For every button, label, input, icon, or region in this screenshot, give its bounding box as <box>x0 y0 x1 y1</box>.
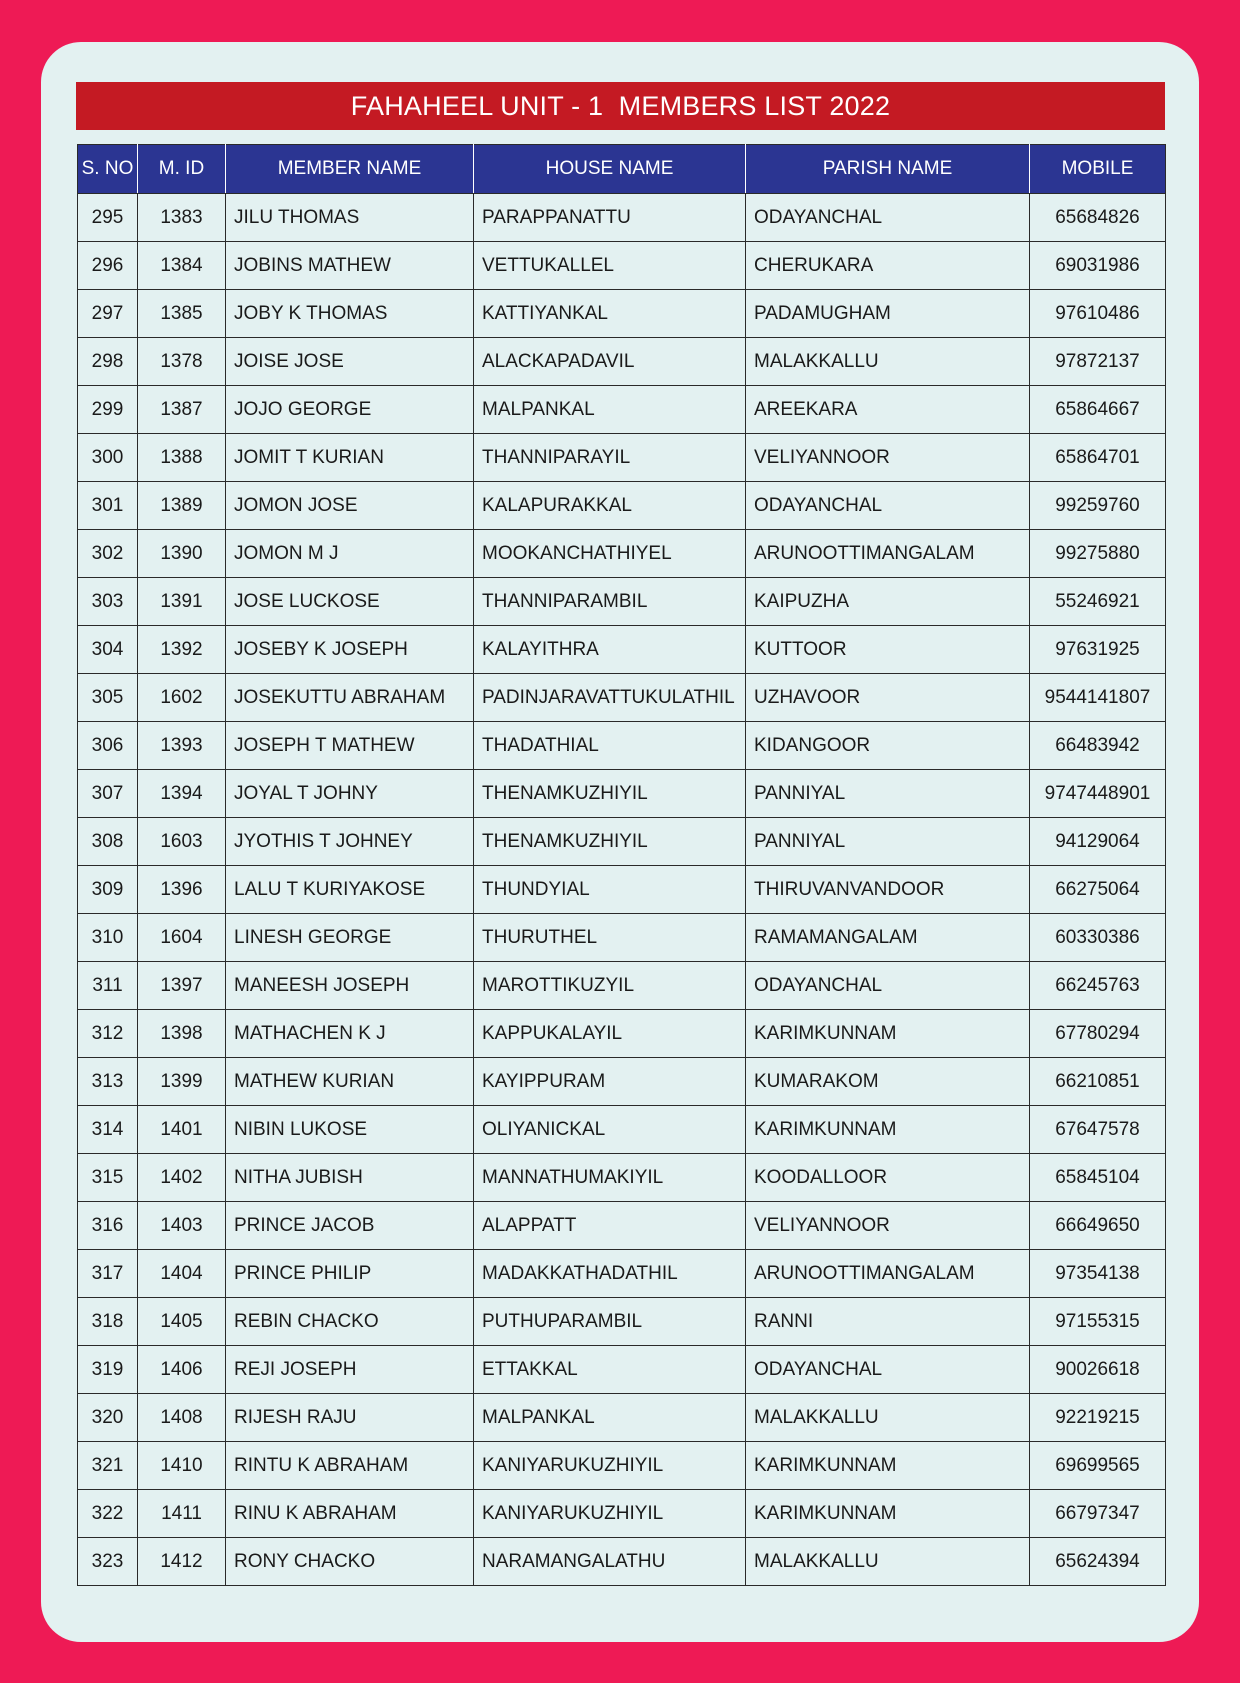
sno-cell: 314 <box>78 1106 138 1154</box>
member-id-cell: 1603 <box>138 818 226 866</box>
house-name-cell: THANNIPARAMBIL <box>474 578 746 626</box>
sno-cell: 295 <box>78 194 138 242</box>
sno-cell: 312 <box>78 1010 138 1058</box>
mobile-cell: 66210851 <box>1030 1058 1166 1106</box>
member-name-cell: JOSEPH T MATHEW <box>226 722 474 770</box>
mobile-cell: 66245763 <box>1030 962 1166 1010</box>
member-id-cell: 1391 <box>138 578 226 626</box>
sno-cell: 303 <box>78 578 138 626</box>
table-row <box>78 1154 1166 1202</box>
member-name-cell: JILU THOMAS <box>226 194 474 242</box>
house-name-cell: MAROTTIKUZYIL <box>474 962 746 1010</box>
member-id-cell: 1383 <box>138 194 226 242</box>
mobile-cell: 9747448901 <box>1030 770 1166 818</box>
table-row <box>78 914 1166 962</box>
mobile-cell: 69699565 <box>1030 1442 1166 1490</box>
house-name-cell: KALAPURAKKAL <box>474 482 746 530</box>
member-name-cell: JOYAL T JOHNY <box>226 770 474 818</box>
member-name-cell: JOMON JOSE <box>226 482 474 530</box>
parish-name-cell: VELIYANNOOR <box>746 1202 1030 1250</box>
mobile-cell: 9544141807 <box>1030 674 1166 722</box>
sno-cell: 318 <box>78 1298 138 1346</box>
member-id-cell: 1388 <box>138 434 226 482</box>
mobile-cell: 69031986 <box>1030 242 1166 290</box>
table-row <box>78 1538 1166 1586</box>
member-name-cell: MANEESH JOSEPH <box>226 962 474 1010</box>
parish-name-cell: MALAKKALLU <box>746 1538 1030 1586</box>
house-name-cell: MADAKKATHADATHIL <box>474 1250 746 1298</box>
member-name-cell: JYOTHIS T JOHNEY <box>226 818 474 866</box>
sno-cell: 323 <box>78 1538 138 1586</box>
house-name-cell: PADINJARAVATTUKULATHIL <box>474 674 746 722</box>
member-id-cell: 1402 <box>138 1154 226 1202</box>
member-id-cell: 1396 <box>138 866 226 914</box>
mobile-cell: 90026618 <box>1030 1346 1166 1394</box>
member-name-cell: JOMON M J <box>226 530 474 578</box>
member-name-cell: JOBINS MATHEW <box>226 242 474 290</box>
mobile-cell: 66275064 <box>1030 866 1166 914</box>
member-name-cell: PRINCE JACOB <box>226 1202 474 1250</box>
parish-name-cell: UZHAVOOR <box>746 674 1030 722</box>
member-name-cell: RONY CHACKO <box>226 1538 474 1586</box>
sno-cell: 310 <box>78 914 138 962</box>
member-id-cell: 1389 <box>138 482 226 530</box>
parish-name-cell: KARIMKUNNAM <box>746 1106 1030 1154</box>
member-id-cell: 1384 <box>138 242 226 290</box>
member-name-cell: PRINCE PHILIP <box>226 1250 474 1298</box>
house-name-cell: VETTUKALLEL <box>474 242 746 290</box>
table-row <box>78 722 1166 770</box>
mobile-cell: 65864701 <box>1030 434 1166 482</box>
table-row <box>78 626 1166 674</box>
house-name-cell: THUNDYIAL <box>474 866 746 914</box>
member-id-cell: 1411 <box>138 1490 226 1538</box>
parish-name-cell: KUMARAKOM <box>746 1058 1030 1106</box>
sno-cell: 305 <box>78 674 138 722</box>
table-row <box>78 338 1166 386</box>
member-id-cell: 1412 <box>138 1538 226 1586</box>
sno-cell: 302 <box>78 530 138 578</box>
parish-name-cell: ODAYANCHAL <box>746 962 1030 1010</box>
column-header-mid: M. ID <box>138 145 226 194</box>
house-name-cell: MALPANKAL <box>474 1394 746 1442</box>
house-name-cell: THENAMKUZHIYIL <box>474 770 746 818</box>
house-name-cell: KAPPUKALAYIL <box>474 1010 746 1058</box>
sno-cell: 317 <box>78 1250 138 1298</box>
mobile-cell: 99275880 <box>1030 530 1166 578</box>
mobile-cell: 60330386 <box>1030 914 1166 962</box>
mobile-cell: 97872137 <box>1030 338 1166 386</box>
sno-cell: 319 <box>78 1346 138 1394</box>
member-id-cell: 1604 <box>138 914 226 962</box>
table-row <box>78 1490 1166 1538</box>
table-row <box>78 674 1166 722</box>
mobile-cell: 97610486 <box>1030 290 1166 338</box>
sno-cell: 307 <box>78 770 138 818</box>
table-row <box>78 194 1166 242</box>
parish-name-cell: KOODALLOOR <box>746 1154 1030 1202</box>
mobile-cell: 67647578 <box>1030 1106 1166 1154</box>
table-row <box>78 1394 1166 1442</box>
mobile-cell: 94129064 <box>1030 818 1166 866</box>
table-row <box>78 1346 1166 1394</box>
member-id-cell: 1378 <box>138 338 226 386</box>
member-id-cell: 1393 <box>138 722 226 770</box>
parish-name-cell: KAIPUZHA <box>746 578 1030 626</box>
member-name-cell: RINTU K ABRAHAM <box>226 1442 474 1490</box>
house-name-cell: KAYIPPURAM <box>474 1058 746 1106</box>
parish-name-cell: PANNIYAL <box>746 770 1030 818</box>
table-row <box>78 962 1166 1010</box>
parish-name-cell: ODAYANCHAL <box>746 194 1030 242</box>
member-name-cell: LALU T KURIYAKOSE <box>226 866 474 914</box>
parish-name-cell: RANNI <box>746 1298 1030 1346</box>
house-name-cell: MANNATHUMAKIYIL <box>474 1154 746 1202</box>
member-name-cell: NIBIN LUKOSE <box>226 1106 474 1154</box>
member-id-cell: 1403 <box>138 1202 226 1250</box>
house-name-cell: THURUTHEL <box>474 914 746 962</box>
parish-name-cell: ARUNOOTTIMANGALAM <box>746 530 1030 578</box>
house-name-cell: PUTHUPARAMBIL <box>474 1298 746 1346</box>
sno-cell: 301 <box>78 482 138 530</box>
parish-name-cell: PADAMUGHAM <box>746 290 1030 338</box>
column-header-mobile: MOBILE <box>1030 145 1166 194</box>
sno-cell: 322 <box>78 1490 138 1538</box>
parish-name-cell: KIDANGOOR <box>746 722 1030 770</box>
parish-name-cell: VELIYANNOOR <box>746 434 1030 482</box>
member-name-cell: JOISE JOSE <box>226 338 474 386</box>
parish-name-cell: ODAYANCHAL <box>746 1346 1030 1394</box>
member-name-cell: MATHEW KURIAN <box>226 1058 474 1106</box>
sno-cell: 296 <box>78 242 138 290</box>
mobile-cell: 97631925 <box>1030 626 1166 674</box>
mobile-cell: 65864667 <box>1030 386 1166 434</box>
table-row <box>78 482 1166 530</box>
mobile-cell: 65845104 <box>1030 1154 1166 1202</box>
table-row <box>78 1298 1166 1346</box>
mobile-cell: 65624394 <box>1030 1538 1166 1586</box>
house-name-cell: PARAPPANATTU <box>474 194 746 242</box>
column-header-house-name: HOUSE NAME <box>474 145 746 194</box>
house-name-cell: OLIYANICKAL <box>474 1106 746 1154</box>
parish-name-cell: KARIMKUNNAM <box>746 1442 1030 1490</box>
table-header-row <box>78 145 1166 194</box>
table-row <box>78 578 1166 626</box>
sno-cell: 313 <box>78 1058 138 1106</box>
house-name-cell: KALAYITHRA <box>474 626 746 674</box>
member-id-cell: 1392 <box>138 626 226 674</box>
member-name-cell: JOSEKUTTU ABRAHAM <box>226 674 474 722</box>
house-name-cell: THENAMKUZHIYIL <box>474 818 746 866</box>
sno-cell: 320 <box>78 1394 138 1442</box>
house-name-cell: ALAPPATT <box>474 1202 746 1250</box>
parish-name-cell: MALAKKALLU <box>746 1394 1030 1442</box>
members-table <box>77 144 1166 1586</box>
table-body <box>78 194 1166 1586</box>
parish-name-cell: KARIMKUNNAM <box>746 1490 1030 1538</box>
parish-name-cell: KUTTOOR <box>746 626 1030 674</box>
parish-name-cell: RAMAMANGALAM <box>746 914 1030 962</box>
parish-name-cell: AREEKARA <box>746 386 1030 434</box>
member-name-cell: REJI JOSEPH <box>226 1346 474 1394</box>
member-id-cell: 1394 <box>138 770 226 818</box>
mobile-cell: 66649650 <box>1030 1202 1166 1250</box>
parish-name-cell: CHERUKARA <box>746 242 1030 290</box>
house-name-cell: THADATHIAL <box>474 722 746 770</box>
member-id-cell: 1404 <box>138 1250 226 1298</box>
member-id-cell: 1398 <box>138 1010 226 1058</box>
table-row <box>78 866 1166 914</box>
member-id-cell: 1408 <box>138 1394 226 1442</box>
parish-name-cell: ODAYANCHAL <box>746 482 1030 530</box>
parish-name-cell: PANNIYAL <box>746 818 1030 866</box>
member-name-cell: JOSEBY K JOSEPH <box>226 626 474 674</box>
member-id-cell: 1397 <box>138 962 226 1010</box>
parish-name-cell: THIRUVANVANDOOR <box>746 866 1030 914</box>
sno-cell: 311 <box>78 962 138 1010</box>
house-name-cell: ETTAKKAL <box>474 1346 746 1394</box>
mobile-cell: 55246921 <box>1030 578 1166 626</box>
member-id-cell: 1385 <box>138 290 226 338</box>
house-name-cell: KATTIYANKAL <box>474 290 746 338</box>
table-row <box>78 1250 1166 1298</box>
member-name-cell: REBIN CHACKO <box>226 1298 474 1346</box>
house-name-cell: NARAMANGALATHU <box>474 1538 746 1586</box>
sno-cell: 315 <box>78 1154 138 1202</box>
sno-cell: 298 <box>78 338 138 386</box>
house-name-cell: KANIYARUKUZHIYIL <box>474 1442 746 1490</box>
sno-cell: 308 <box>78 818 138 866</box>
table-row <box>78 1058 1166 1106</box>
member-id-cell: 1405 <box>138 1298 226 1346</box>
table-row <box>78 530 1166 578</box>
table-row <box>78 386 1166 434</box>
mobile-cell: 67780294 <box>1030 1010 1166 1058</box>
column-header-member-name: MEMBER NAME <box>226 145 474 194</box>
sno-cell: 316 <box>78 1202 138 1250</box>
mobile-cell: 97354138 <box>1030 1250 1166 1298</box>
member-id-cell: 1410 <box>138 1442 226 1490</box>
member-name-cell: RIJESH RAJU <box>226 1394 474 1442</box>
mobile-cell: 66797347 <box>1030 1490 1166 1538</box>
sno-cell: 306 <box>78 722 138 770</box>
parish-name-cell: ARUNOOTTIMANGALAM <box>746 1250 1030 1298</box>
table-row <box>78 434 1166 482</box>
member-id-cell: 1401 <box>138 1106 226 1154</box>
sno-cell: 297 <box>78 290 138 338</box>
member-name-cell: JOJO GEORGE <box>226 386 474 434</box>
table-row <box>78 1442 1166 1490</box>
member-name-cell: MATHACHEN K J <box>226 1010 474 1058</box>
column-header-parish-name: PARISH NAME <box>746 145 1030 194</box>
page-title: FAHAHEEL UNIT - 1 MEMBERS LIST 2022 <box>76 82 1165 130</box>
mobile-cell: 97155315 <box>1030 1298 1166 1346</box>
table-row <box>78 770 1166 818</box>
table-row <box>78 242 1166 290</box>
parish-name-cell: KARIMKUNNAM <box>746 1010 1030 1058</box>
sno-cell: 299 <box>78 386 138 434</box>
table-row <box>78 1106 1166 1154</box>
member-id-cell: 1399 <box>138 1058 226 1106</box>
member-name-cell: LINESH GEORGE <box>226 914 474 962</box>
member-name-cell: JOSE LUCKOSE <box>226 578 474 626</box>
parish-name-cell: MALAKKALLU <box>746 338 1030 386</box>
house-name-cell: MALPANKAL <box>474 386 746 434</box>
house-name-cell: THANNIPARAYIL <box>474 434 746 482</box>
mobile-cell: 66483942 <box>1030 722 1166 770</box>
member-name-cell: NITHA JUBISH <box>226 1154 474 1202</box>
member-name-cell: JOMIT T KURIAN <box>226 434 474 482</box>
member-id-cell: 1390 <box>138 530 226 578</box>
member-id-cell: 1387 <box>138 386 226 434</box>
table-row <box>78 818 1166 866</box>
column-header-sno: S. NO <box>78 145 138 194</box>
table-row <box>78 290 1166 338</box>
member-name-cell: RINU K ABRAHAM <box>226 1490 474 1538</box>
sno-cell: 309 <box>78 866 138 914</box>
sno-cell: 300 <box>78 434 138 482</box>
house-name-cell: KANIYARUKUZHIYIL <box>474 1490 746 1538</box>
table-row <box>78 1202 1166 1250</box>
house-name-cell: MOOKANCHATHIYEL <box>474 530 746 578</box>
sno-cell: 304 <box>78 626 138 674</box>
house-name-cell: ALACKAPADAVIL <box>474 338 746 386</box>
mobile-cell: 65684826 <box>1030 194 1166 242</box>
member-id-cell: 1406 <box>138 1346 226 1394</box>
member-id-cell: 1602 <box>138 674 226 722</box>
sno-cell: 321 <box>78 1442 138 1490</box>
member-name-cell: JOBY K THOMAS <box>226 290 474 338</box>
mobile-cell: 99259760 <box>1030 482 1166 530</box>
table-row <box>78 1010 1166 1058</box>
mobile-cell: 92219215 <box>1030 1394 1166 1442</box>
